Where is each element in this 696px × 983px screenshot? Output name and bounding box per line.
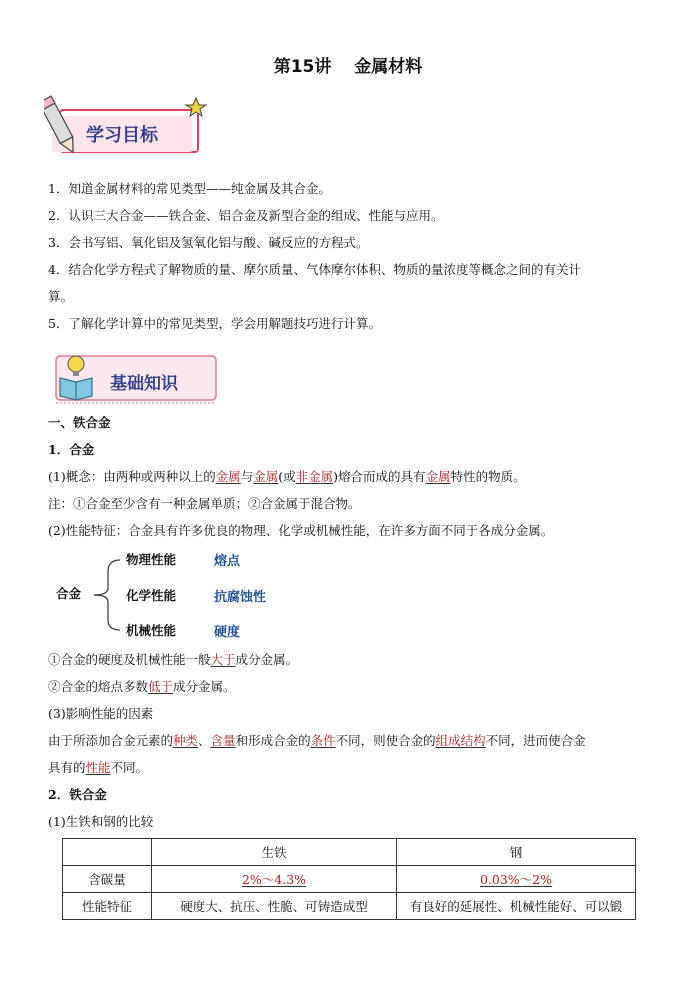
property-intro: (2)性能特征：合金具有许多优良的物理、化学或机械性能，在许多方面不同于各成分金属。	[48, 523, 554, 538]
fill-blank: 含量	[210, 733, 236, 748]
fill-blank: 0.03%～2%	[479, 872, 553, 887]
diagram-root: 合金	[56, 586, 82, 601]
diagram-value: 熔点	[214, 554, 241, 569]
table-row	[63, 866, 636, 893]
diagram-value: 硬度	[214, 625, 241, 640]
table-cell	[63, 839, 152, 866]
brace-icon	[90, 556, 126, 634]
goal-item: 3．会书写铝、氧化铝及氢氧化铝与酸、碱反应的方程式。	[48, 235, 369, 250]
comparison-table	[62, 838, 636, 920]
fill-blank: 大于	[210, 652, 236, 667]
fill-blank: 非金属	[295, 469, 334, 484]
fill-blank: 条件	[310, 733, 336, 748]
table-cell: 有良好的延展性、机械性能好、可以锻	[397, 893, 636, 920]
goal-item: 5．了解化学计算中的常见类型，学会用解题技巧进行计算。	[48, 316, 381, 331]
goal-item: 算。	[48, 289, 74, 304]
fill-blank: 低于	[148, 679, 174, 694]
basic-knowledge-label: 基础知识	[110, 374, 178, 394]
subsection-heading: 1．合金	[48, 442, 95, 457]
table-header-cell: 钢	[397, 839, 636, 866]
goal-item: 1．知道金属材料的常见类型——纯金属及其合金。	[48, 181, 331, 196]
learning-goals-label: 学习目标	[86, 125, 158, 146]
subsection-heading: 2．铁合金	[48, 787, 107, 802]
fill-blank: 2%～4.3%	[241, 872, 307, 887]
point-2: ②合金的熔点多数低于成分金属。	[48, 679, 236, 694]
table-row	[63, 893, 636, 920]
section-heading: 一、铁合金	[48, 415, 111, 430]
fill-blank: 性能	[85, 760, 111, 775]
table-cell: 含碳量	[63, 866, 152, 893]
diagram-label: 化学性能	[126, 588, 177, 603]
table-header-row	[63, 839, 636, 866]
goal-item: 2．认识三大合金——铁合金、铝合金及新型合金的组成、性能与应用。	[48, 208, 444, 223]
page-title: 第15讲 金属材料	[273, 57, 423, 77]
factors-title: (3)影响性能的因素	[48, 706, 154, 721]
table-cell	[152, 866, 397, 893]
concept-paragraph: (1)概念：由两种或两种以上的金属与金属(或非金属)熔合而成的具有金属特性的物质。	[48, 469, 526, 484]
point-1: ①合金的硬度及机械性能一般大于成分金属。	[48, 652, 299, 667]
note: 注：①合金至少含有一种金属单质；②合金属于混合物。	[48, 496, 361, 511]
diagram-value: 抗腐蚀性	[214, 590, 267, 605]
compare-title: (1)生铁和钢的比较	[48, 814, 154, 829]
fill-blank: 金属	[215, 469, 241, 484]
fill-blank: 组成结构	[435, 733, 486, 748]
table-cell	[397, 866, 636, 893]
diagram-label: 物理性能	[126, 552, 177, 567]
goal-item: 4．结合化学方程式了解物质的量、摩尔质量、气体摩尔体积、物质的量浓度等概念之间的有关计	[48, 262, 581, 277]
factors-paragraph: 由于所添加合金元素的种类、含量和形成合金的条件不同，则使合金的组成结构不同，进而使合金	[48, 733, 586, 748]
fill-blank: 种类	[173, 733, 199, 748]
fill-blank: 金属	[425, 469, 451, 484]
table-cell: 性能特征	[63, 893, 152, 920]
factors-paragraph-line2: 具有的性能不同。	[48, 760, 149, 775]
fill-blank: 金属	[253, 469, 279, 484]
diagram-label: 机械性能	[126, 623, 177, 638]
table-cell: 硬度大、抗压、性脆、可铸造成型	[152, 893, 397, 920]
table-header-cell: 生铁	[152, 839, 397, 866]
